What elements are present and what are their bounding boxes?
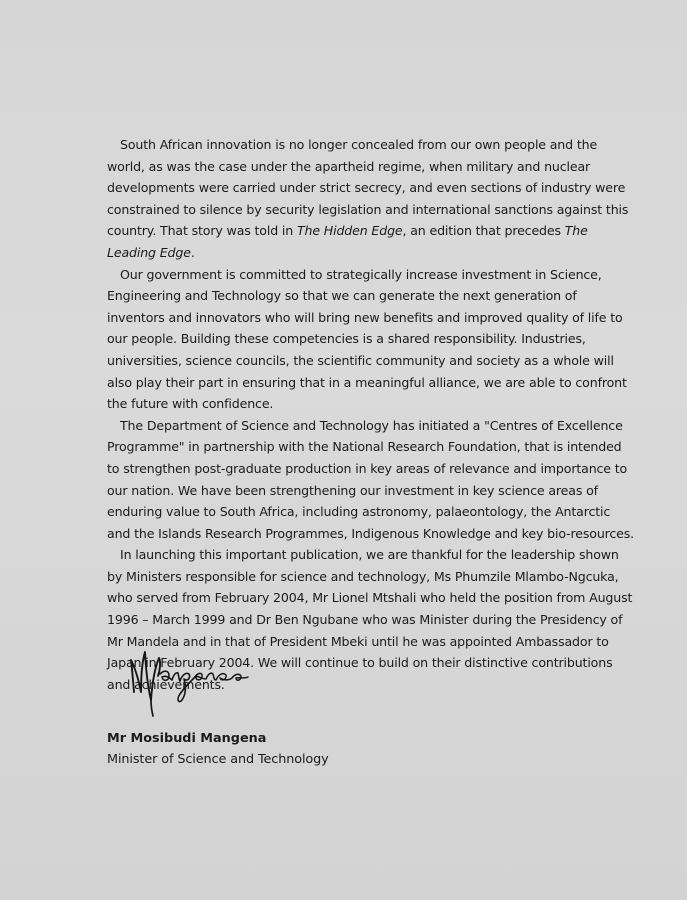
book-title-hidden-edge: The Hidden Edge — [296, 223, 403, 239]
paragraph-text: In launching this important publication, we are thankful for the leadership shown by Ministers responsible for science and technology, Ms Phumzile Mlambo-Ngcuka, who served from February 2004, Mr Lionel Mtshali who held the position from August 1996 – March 1999 and Dr Ben Ngubane who was Minister during the Presidency of Mr Mandela and in that of President Mbeki until he was appointed Ambassador to Japan in February 2004. We will continue to build on their distinctive contributions and achievements. — [107, 547, 633, 692]
handwritten-signature — [124, 640, 284, 720]
paragraph-text: . — [190, 244, 195, 260]
paragraph-text: Our government is committed to strategically increase investment in Science, Engineering and Technology so that we can generate the next generation of inventors and innovators who will bring new benefits and improved quality of life to our people. Building these competencies is a shared responsibility. Industries, universities, science councils, the scientific community and society as a whole will also play their part in ensuring that in a meaningful alliance, we are able to confront the future with confidence. — [107, 266, 627, 412]
signatory-name: Mr Mosibudi Mangena — [107, 731, 267, 746]
paragraph-text: , an edition that precedes — [402, 223, 565, 239]
body-text — [107, 134, 637, 695]
paragraph-3 — [107, 415, 637, 545]
paragraph-2 — [107, 264, 637, 415]
signatory-title: Minister of Science and Technology — [107, 752, 329, 767]
paragraph-text: South African innovation is no longer concealed from our own people and the world, as was the case under the apartheid regime, when military and nuclear developments were carried under strict secrecy, and even sections of industry were constrained to silence by security legislation and international sanctions against this country. That story was told in — [107, 137, 629, 239]
paragraph-1 — [107, 134, 637, 264]
book-title-leading-edge: The Leading Edge — [107, 223, 588, 260]
paragraph-text: The Department of Science and Technology has initiated a "Centres of Excellence Programme" in partnership with the National Research Foundation, that is intended to strengthen post-graduate production in key areas of relevance and importance to our nation. We have been strengthening our investment in key science areas of enduring value to South Africa, including astronomy, palaeontology, the Antarctic and the Islands Research Programmes, Indigenous Knowledge and key bio-resources. — [107, 417, 635, 541]
